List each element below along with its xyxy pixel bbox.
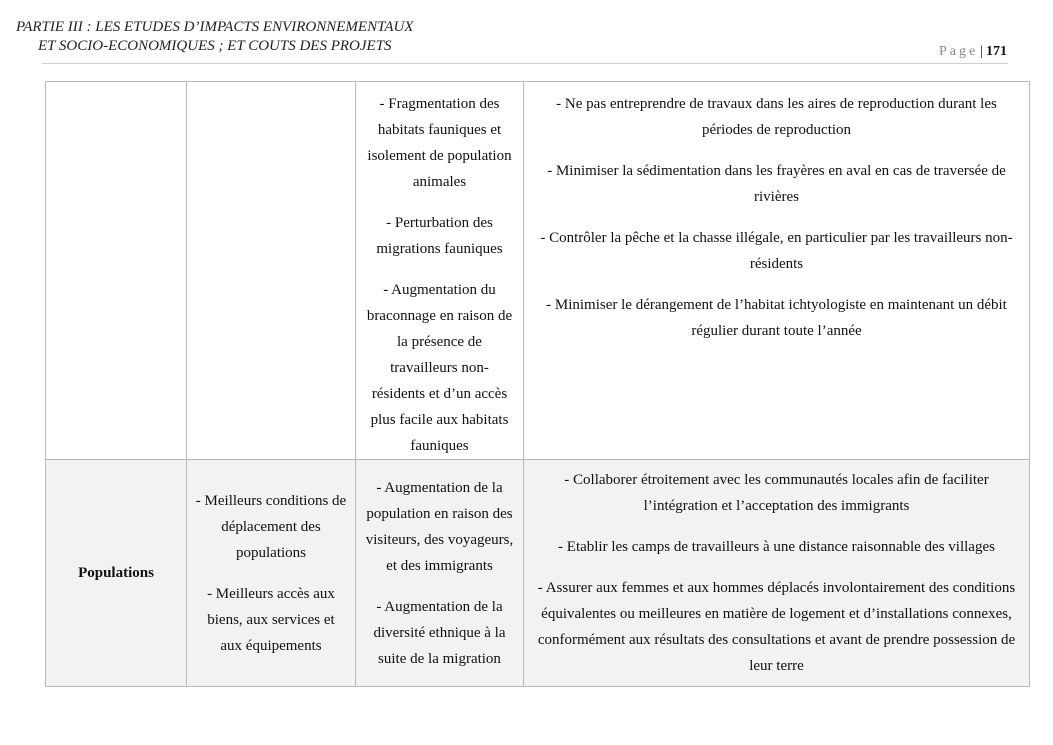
document-header-title — [16, 18, 413, 56]
negative-impacts-cell — [356, 82, 524, 460]
mitigation-item: - Ne pas entreprendre de travaux dans les aires de reproduction durant les périodes de reproduction — [556, 96, 997, 138]
positive-impact-item: - Meilleurs accès aux biens, aux services et aux équipements — [207, 585, 335, 654]
mitigation-measures-cell — [524, 460, 1030, 687]
category-label: Populations — [78, 565, 154, 581]
negative-impact-item: - Augmentation du braconnage en raison de la présence de travailleurs non-résidents et d’un accès plus facile aux habitats fauniques — [366, 282, 513, 454]
positive-impacts-cell — [187, 82, 356, 460]
negative-impact-item: - Augmentation de la diversité ethnique à la suite de la migration — [373, 598, 506, 667]
header-divider — [42, 63, 1008, 64]
positive-impacts-cell — [187, 460, 356, 687]
mitigation-item: - Collaborer étroitement avec les communautés locales afin de faciliter l’intégration et l’acceptation des immigrants — [564, 472, 989, 514]
table-row — [46, 82, 1030, 460]
mitigation-measures-cell — [524, 82, 1030, 460]
page-separator: | — [980, 44, 983, 59]
mitigation-item: - Assurer aux femmes et aux hommes déplacés involontairement des conditions équivalentes ou meilleures en matière de logement et d’installations connexes, conformément aux résultats des consultations et avant de prendre possession de leur terre — [537, 580, 1016, 674]
negative-impact-item: - Perturbation des migrations fauniques — [376, 215, 503, 257]
mitigation-item: - Minimiser la sédimentation dans les frayères en aval en cas de traversée de rivières — [547, 163, 1006, 205]
negative-impact-item: - Fragmentation des habitats fauniques et isolement de population animales — [367, 96, 512, 190]
page-label: Page — [938, 44, 979, 59]
header-title-line-1: PARTIE III : LES ETUDES D’IMPACTS ENVIRONNEMENTAUX — [16, 19, 414, 35]
mitigation-item: - Etablir les camps de travailleurs à une distance raisonnable des villages — [558, 539, 995, 555]
impact-mitigation-table — [45, 81, 1030, 687]
mitigation-item: - Contrôler la pêche et la chasse illégale, en particulier par les travailleurs non-résidents — [540, 230, 1013, 272]
header-title-line-2: ET SOCIO-ECONOMIQUES ; ET COUTS DES PROJETS — [37, 38, 392, 54]
category-cell — [46, 82, 187, 460]
page-number-block — [939, 44, 1007, 60]
page-number: 171 — [986, 44, 1007, 59]
table-row — [46, 460, 1030, 687]
mitigation-item: - Minimiser le dérangement de l’habitat ichtyologiste en maintenant un débit régulier durant toute l’année — [546, 297, 1007, 339]
negative-impact-item: - Augmentation de la population en raison des visiteurs, des voyageurs, et des immigrants — [365, 479, 514, 574]
category-cell — [46, 460, 187, 687]
negative-impacts-cell — [356, 460, 524, 687]
positive-impact-item: - Meilleurs conditions de déplacement des populations — [195, 492, 347, 561]
